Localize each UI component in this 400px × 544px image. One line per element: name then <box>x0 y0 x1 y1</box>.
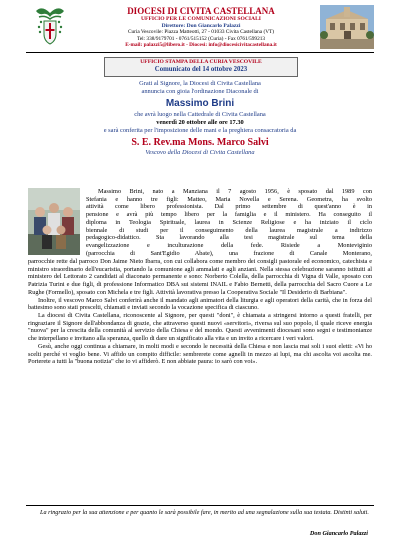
bio-line: Stefania e hanno tre figli: Matteo, Maria Novella e Serena. Geometra, ha svolto <box>86 195 372 203</box>
office-name: UFFICIO PER LE COMUNICAZIONI SOCIALI <box>141 16 261 22</box>
header-divider <box>26 52 374 53</box>
bio-line: pensione e avrà più tempo libero per la famiglia e il ministero. Ha conseguito il <box>86 211 372 219</box>
conferral-line: e sarà conferita per l'imposizione delle mani e la preghiera consacratoria da <box>103 127 297 134</box>
closing-thanks: La ringrazio per la sua attenzione e per quanto le sarà possibile fare, in merito ad una segnalazione sulla sua testata. Distinti saluti. <box>40 509 369 516</box>
signature: Don Giancarlo Palazzi <box>309 530 368 537</box>
phone-line: Tel: 338/9179701 - 0761/515152 (Curia) - Fax 0761/599213 <box>136 35 266 42</box>
director-line: Direttore: Don Giancarlo Palazzi <box>161 22 241 29</box>
gratitude-paragraph: La diocesi di Civita Castellana, riconoscente al Signore, per questi "doni", è chiamata a stringersi intorno a questi fratelli, per ringraziare il Signore dell'abbondanza di grazie, che attraverso questi nuovi «servitori», riversa sul suo popolo, il quale riceve energia "nuova" per la crescita della comunità al servizio della Chiesa e del mondo. Questi avvenimenti diocesani sono segni e testimonianze che interpellano e invitano alla speranza, quello di dare un significato alla vita e un invito a ricercare i veri valori. <box>28 312 372 343</box>
bishop-name: S. E. Rev.ma Mons. Marco Salvi <box>131 137 269 148</box>
bio-line: pedagogico-didattico. Sta lavorando alla tesi magistrale sul tema della <box>86 234 372 242</box>
diocese-title: DIOCESI DI CIVITA CASTELLANA <box>127 6 275 16</box>
announcement-line-1: Grati al Signore, la Diocesi di Civita Castellana <box>139 80 261 87</box>
bio-paragraph-rest: parrocchie rette dal parroco Don Jaime Nieto Ibarra, con cui collabora come membro dei consigli pastorale ed economico, catechista e ministro straordinario dell'eucaristia, portando la comunione agli ammalati e agli anziani. Nella stessa celebrazione saranno istituiti al ministero del Lettorato 2 candidati al diaconato permanente e sono: Norberto Colella, della parrocchia di Vigna di Valle, sposato con Patrizia Turini e due figli, di professione Informatico DBA sui sistemi INAIL e Fabio Bernetti, della parrocchia del Sacro Cuore a Le Rughe (Formello), sposato con Michela e tre figli. Attività lavorativa presso la Cooperativa Sociale "Il Desiderio di Barbiana". <box>28 258 372 296</box>
diocese-coat-of-arms-icon <box>33 5 67 49</box>
mandate-paragraph: Inoltre, il vescovo Marco Salvi conferirà anche il mandato agli animatori della liturgia e agli operatori della carità, che in forza del battesimo sono stati prescelti, chiamati e inviati secondo la vocazione specifica di ciascuno. <box>28 296 372 312</box>
ceremony-time: venerdì 20 ottobre alle ore 17.30 <box>156 119 244 126</box>
bio-line: Massimo Brini, nato a Manziana il 7 agosto 1956, è sposato dal 1989 con <box>98 188 372 195</box>
communique-box <box>104 57 298 77</box>
announcement-line-2: annuncia con gioia l'ordinazione Diaconale di <box>141 88 259 95</box>
bio-line: evangelizzazione e inculturazione della fede. Risiede a Monteviginio <box>86 242 372 250</box>
communique-date: Comunicato del 14 ottobre 2023 <box>154 66 248 73</box>
bishop-title: Vescovo della Diocesi di Civita Castellana <box>145 149 255 156</box>
candidate-name: Massimo Brini <box>165 98 235 109</box>
vocation-paragraph: Gesù, anche oggi continua a chiamare, in molti modi e secondo le necessità della Chiesa e non lascia mai soli i suoi eletti: «Vi ho scelti perché vi voglio bene. Vi affido un compito difficile: sembrerete come agnelli in mezzo ai lupi, ma chi ascolta voi ascolta me. Porterete a tutti la "buona notizia" che io vi affiderò. E non abbiate paura: io sarò con voi». <box>28 342 372 366</box>
announcement <box>30 80 370 157</box>
footer-divider <box>26 505 374 506</box>
family-photo <box>28 188 80 255</box>
ceremony-place: che avrà luogo nella Cattedrale di Civita Castellana <box>134 111 266 118</box>
email-line: E-mail: palazzi5@libero.it - Diocesi: info@diocesicivitacastellana.it <box>125 42 277 49</box>
bio-line: diploma in Teologia Spirituale, laurea in Scienze Religiose e ha iniziato il ciclo <box>86 218 372 226</box>
press-office-label: UFFICIO STAMPA DELLA CURIA VESCOVILE <box>140 59 262 65</box>
cathedral-photo <box>320 5 374 49</box>
bio-line: attività come libero professionista. Dal primo settembre di quest'anno è in <box>86 203 372 211</box>
bio-line: biennale di studi per il conseguimento della laurea magistrale a indirizzo <box>86 226 372 234</box>
body-text <box>28 258 372 366</box>
letterhead <box>85 6 317 49</box>
bio-paragraph-wrapped <box>86 188 372 257</box>
address-line: Curia Vescovile: Piazza Matteotti, 27 - 01033 Civita Castellana (VT) <box>127 29 275 36</box>
bio-line: (parrocchia di Sant'Egidio Abate), una frazione di Canale Monterano, <box>86 249 372 257</box>
